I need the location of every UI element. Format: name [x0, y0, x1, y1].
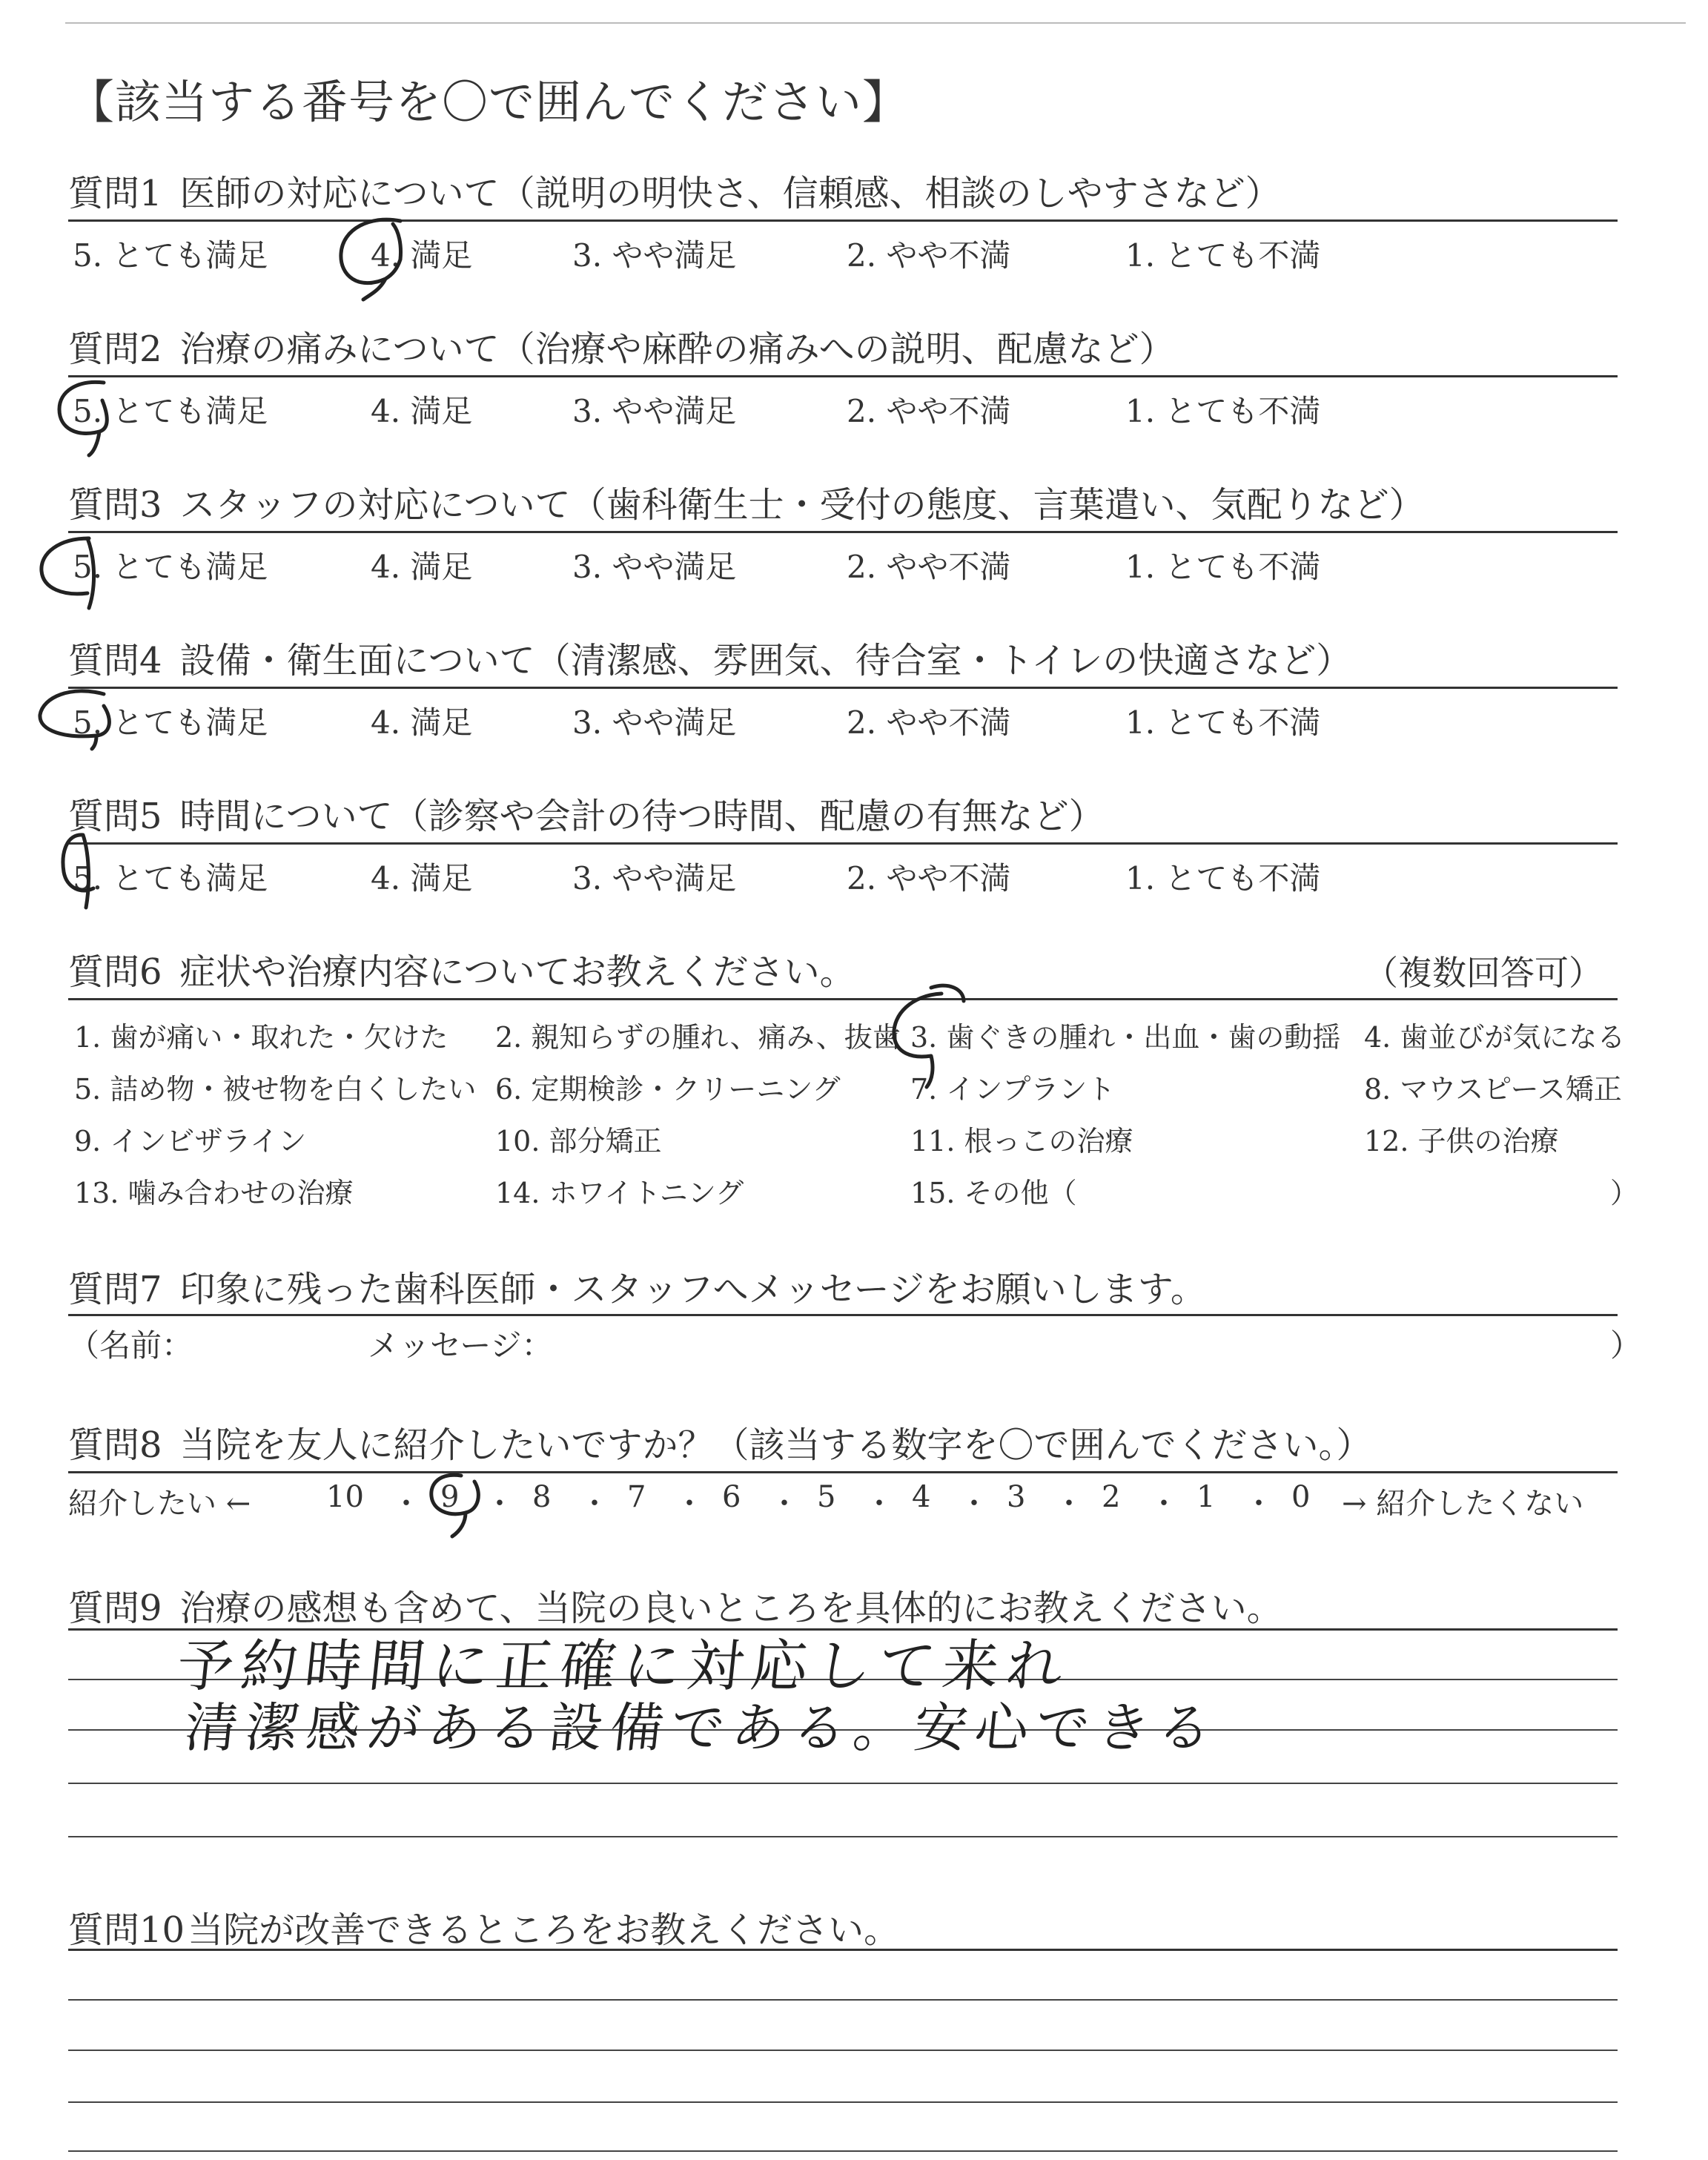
scale-value-8[interactable]: 8 — [532, 1480, 552, 1514]
q7-close-paren: ） — [1610, 1327, 1642, 1364]
question-text: 時間について（診察や会計の待つ時間、配慮の有無など） — [179, 796, 1105, 837]
q5-option-1[interactable]: 1. とても不満 — [1125, 860, 1321, 896]
question-7-rule — [68, 1314, 1618, 1316]
q3-option-3[interactable]: 3. やや満足 — [572, 549, 737, 585]
q6-other-close-paren: ） — [1610, 1177, 1639, 1209]
scale-separator: ・ — [1054, 1487, 1084, 1521]
q1-option-2[interactable]: 2. やや不満 — [847, 237, 1011, 274]
question-3-rule — [68, 531, 1618, 533]
question-number: 質問8 — [68, 1424, 162, 1466]
question-10-rule — [68, 1949, 1618, 1951]
q4-option-5[interactable]: 5. とても満足 — [73, 704, 268, 741]
answer-line — [68, 1836, 1618, 1837]
q7-name-label: （名前： — [68, 1327, 193, 1364]
question-text: 印象に残った歯科医師・スタッフへメッセージをお願いします。 — [179, 1269, 1206, 1310]
question-10-heading — [68, 1901, 899, 1952]
q6-option-7[interactable]: 7. インプラント — [910, 1073, 1116, 1106]
q3-option-1[interactable]: 1. とても不満 — [1125, 549, 1321, 585]
q2-option-3[interactable]: 3. やや満足 — [572, 393, 737, 429]
form-title: 【該当する番号を〇で囲んでください】 — [68, 75, 910, 129]
question-number: 質問5 — [68, 796, 162, 837]
question-5-rule — [68, 842, 1618, 845]
q4-option-4[interactable]: 4. 満足 — [371, 704, 473, 741]
scale-value-0[interactable]: 0 — [1291, 1480, 1311, 1514]
question-3-heading — [68, 476, 1425, 527]
q6-option-12[interactable]: 12. 子供の治療 — [1364, 1125, 1559, 1157]
q6-option-1[interactable]: 1. 歯が痛い・取れた・欠けた — [74, 1021, 448, 1054]
scale-separator: ・ — [391, 1487, 421, 1521]
scale-value-4[interactable]: 4 — [912, 1480, 931, 1514]
question-text: 設備・衛生面について（清潔感、雰囲気、待合室・トイレの快適さなど） — [179, 640, 1352, 681]
q6-option-5[interactable]: 5. 詰め物・被せ物を白くしたい — [74, 1073, 477, 1106]
q6-option-4[interactable]: 4. 歯並びが気になる — [1364, 1021, 1626, 1054]
scale-value-9[interactable]: 9 — [440, 1480, 460, 1514]
q1-option-1[interactable]: 1. とても不満 — [1125, 237, 1321, 274]
scale-right-label: → 紹介したくない — [1342, 1487, 1584, 1521]
question-text: 症状や治療内容についてお教えください。 — [179, 951, 855, 993]
question-text: 医師の対応について（説明の明快さ、信頼感、相談のしやすさなど） — [179, 173, 1281, 214]
q4-option-1[interactable]: 1. とても不満 — [1125, 704, 1321, 741]
answer-line — [68, 2150, 1618, 2152]
q4-option-2[interactable]: 2. やや不満 — [847, 704, 1011, 741]
question-4-heading — [68, 632, 1351, 683]
answer-line — [68, 2050, 1618, 2051]
q1-option-5[interactable]: 5. とても満足 — [73, 237, 268, 274]
question-7-heading — [68, 1261, 1206, 1312]
q6-option-3[interactable]: 3. 歯ぐきの腫れ・出血・歯の動揺 — [910, 1021, 1341, 1054]
scale-value-5[interactable]: 5 — [817, 1480, 836, 1514]
question-number: 質問10 — [68, 1909, 185, 1951]
question-number: 質問4 — [68, 640, 162, 681]
scale-separator: ・ — [1149, 1487, 1179, 1521]
handwritten-answer-line-1[interactable]: 予約時間に正確に対応して来れ — [173, 1633, 1074, 1699]
q5-option-3[interactable]: 3. やや満足 — [572, 860, 737, 896]
answer-line — [68, 2101, 1618, 2103]
scale-value-7[interactable]: 7 — [627, 1480, 646, 1514]
scale-value-1[interactable]: 1 — [1196, 1480, 1216, 1514]
scale-separator: ・ — [959, 1487, 989, 1521]
question-text: 当院を友人に紹介したいですか？（該当する数字を〇で囲んでください。） — [179, 1424, 1372, 1466]
question-number: 質問9 — [68, 1588, 162, 1629]
question-number: 質問2 — [68, 328, 162, 370]
q6-option-2[interactable]: 2. 親知らずの腫れ、痛み、抜歯 — [495, 1021, 901, 1054]
question-6-rule — [68, 998, 1618, 1000]
question-number: 質問7 — [68, 1269, 162, 1310]
scale-value-6[interactable]: 6 — [722, 1480, 741, 1514]
q3-option-4[interactable]: 4. 満足 — [371, 549, 473, 585]
q7-message-label: メッセージ： — [368, 1327, 553, 1364]
answer-line — [68, 1783, 1618, 1784]
question-text: 当院が改善できるところをお教えください。 — [188, 1909, 900, 1951]
scale-value-2[interactable]: 2 — [1102, 1480, 1121, 1514]
q6-option-8[interactable]: 8. マウスピース矯正 — [1364, 1073, 1622, 1106]
q6-option-13[interactable]: 13. 噛み合わせの治療 — [74, 1177, 354, 1209]
question-text: スタッフの対応について（歯科衛生士・受付の態度、言葉遣い、気配りなど） — [179, 484, 1425, 526]
question-6-heading — [68, 943, 855, 994]
scale-value-3[interactable]: 3 — [1007, 1480, 1026, 1514]
scale-separator: ・ — [769, 1487, 799, 1521]
q5-option-2[interactable]: 2. やや不満 — [847, 860, 1011, 896]
q2-option-5[interactable]: 5. とても満足 — [73, 393, 268, 429]
q5-option-5[interactable]: 5. とても満足 — [73, 860, 268, 896]
question-number: 質問1 — [68, 173, 162, 214]
q1-option-3[interactable]: 3. やや満足 — [572, 237, 737, 274]
question-text: 治療の痛みについて（治療や麻酔の痛みへの説明、配慮など） — [179, 328, 1175, 370]
top-border — [65, 22, 1686, 24]
q1-option-4[interactable]: 4. 満足 — [371, 237, 473, 274]
answer-line — [68, 1999, 1618, 2001]
scale-value-10[interactable]: 10 — [326, 1480, 364, 1514]
question-number: 質問3 — [68, 484, 162, 526]
q6-option-14[interactable]: 14. ホワイトニング — [495, 1177, 744, 1209]
question-5-heading — [68, 787, 1105, 839]
scale-left-label: 紹介したい ← — [68, 1487, 251, 1521]
q6-option-9[interactable]: 9. インビザライン — [74, 1125, 307, 1157]
multiple-answers-note: （複数回答可） — [1364, 953, 1603, 993]
handwritten-answer-line-2[interactable]: 清潔感がある設備である。安心できる — [181, 1697, 1222, 1759]
scale-separator: ・ — [864, 1487, 894, 1521]
q3-option-2[interactable]: 2. やや不満 — [847, 549, 1011, 585]
q2-option-1[interactable]: 1. とても不満 — [1125, 393, 1321, 429]
scale-separator: ・ — [1244, 1487, 1274, 1521]
question-1-heading — [68, 165, 1281, 216]
q6-option-15[interactable]: 15. その他（ — [910, 1177, 1077, 1209]
question-2-heading — [68, 320, 1175, 371]
q4-option-3[interactable]: 3. やや満足 — [572, 704, 737, 741]
q2-option-2[interactable]: 2. やや不満 — [847, 393, 1011, 429]
question-8-heading — [68, 1416, 1372, 1467]
scale-separator: ・ — [485, 1487, 514, 1521]
q6-option-10[interactable]: 10. 部分矯正 — [495, 1125, 662, 1157]
scale-separator: ・ — [675, 1487, 704, 1521]
q5-option-4[interactable]: 4. 満足 — [371, 860, 473, 896]
question-8-rule — [68, 1471, 1618, 1473]
q3-option-5[interactable]: 5. とても満足 — [73, 549, 268, 585]
question-number: 質問6 — [68, 951, 162, 993]
question-text: 治療の感想も含めて、当院の良いところを具体的にお教えください。 — [179, 1588, 1282, 1629]
question-2-rule — [68, 375, 1618, 377]
q6-option-6[interactable]: 6. 定期検診・クリーニング — [495, 1073, 841, 1106]
question-4-rule — [68, 687, 1618, 689]
scale-separator: ・ — [580, 1487, 609, 1521]
q2-option-4[interactable]: 4. 満足 — [371, 393, 473, 429]
question-1-rule — [68, 219, 1618, 222]
q6-option-11[interactable]: 11. 根っこの治療 — [910, 1125, 1133, 1157]
